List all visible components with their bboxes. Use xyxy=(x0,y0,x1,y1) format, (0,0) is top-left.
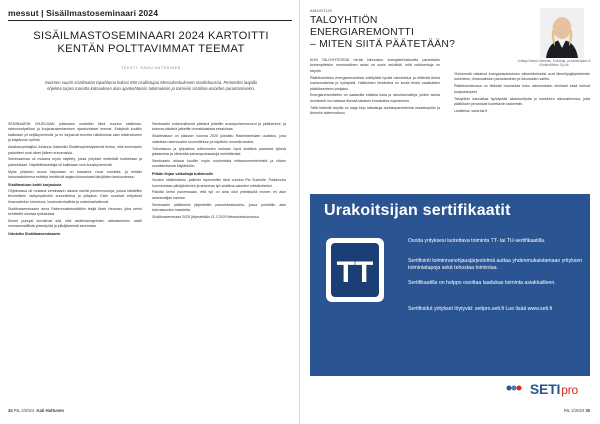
right-column-2 xyxy=(454,72,590,190)
logo-text: TT xyxy=(336,256,374,289)
page-footer xyxy=(564,408,590,413)
ad-line: Sertifioidut yritykset löytyvät: setipro.seti.fi Lue lisää www.seti.fi xyxy=(408,306,553,312)
tt-certificate-logo-icon xyxy=(324,236,386,304)
ad-footer xyxy=(310,376,590,402)
kicker: AMUSTUS xyxy=(310,8,333,13)
body-paragraph: KUN TALOYHTIÖSSÄ herää kiinnostus energiatehokkuutta parantaviin toimenpiteisiin, ensimmäinen askel on usein selvittää, mitä vaihtoehtoja on tarjolla. xyxy=(310,58,440,73)
body-paragraph: Palkittu kertoi puheessaan, että työ on aina ollut yhteistyötä monen eri alan asiantuntijan kanssa. xyxy=(152,190,286,200)
brand-name: SETI xyxy=(529,381,561,397)
body-paragraph: Asiakasopettajiksi Johanna Satamäki Sisäilmayhdistyksestä kertoo, että seminaarin palautteet ovat olleet jälleen erinomaisia. xyxy=(8,145,142,155)
left-column-2 xyxy=(152,122,286,404)
body-paragraph: Tulevaisuus ja työpaikka: tutkimusten mukaan hyvä sisäilma parantaa työssä jaksamista ja vähentää sairauspoissaoloja merkittävästi. xyxy=(152,146,286,157)
ad-line: Osoita yrityksesi luotettava toiminta TT- tai TU-sertifikaatilla. xyxy=(408,238,546,244)
title-line: – MITEN SIITÄ PÄÄTETÄÄN? xyxy=(310,39,456,50)
lead-paragraph: Suomen suurin sisäilmalan tapahtuma kokosi 850 osallistujaa Messukeskukseen maaliskuussa. Perinteiksi laajalla ohjelma tarjosi tuoretta katsauksen alan ajankohtaisiin tutkimuksiin ja toimiviin sisäilma-asioiden parantamiseksi. xyxy=(44,80,258,91)
body-paragraph: Monet puhujat korostivat sitä, että sisäilmaongelmien ratkaiseminen vaatii moniammatillista yhteistyötä ja pitkäjänteistä seurantaa. xyxy=(8,219,142,229)
ad-line: Sertifiointi toiminnanohjausjärjestelmä auttaa yhdenmukaistamaan yrityksen toimintatapoja sekä tehostaa toimintaa. xyxy=(408,258,583,271)
body-paragraph: Vuoden sisäilmateko -palkinto myönnettiin tänä vuonna Pia Sucholle. Palkinnolla huomioidaan pitkäjänteinen ja ansiokas työ sisäilma-asioiden edistämiseksi. xyxy=(152,178,286,188)
body-paragraph: Seminaarin aikana kuultiin myös uusimmista mittausmenetelmistä ja niiden soveltamisesta käytäntöön. xyxy=(152,158,286,169)
title-line: TALOYHTIÖN ENERGIAREMONTTI xyxy=(310,15,415,38)
ad-line: Sertifikaatilla on helppo osoittaa laadukas toiminta asiakkailleen. xyxy=(408,280,556,286)
page-number: 35 xyxy=(585,408,590,413)
article-title xyxy=(310,15,480,51)
header-rule xyxy=(8,20,292,21)
left-column-1 xyxy=(8,122,142,404)
brand-suffix: pro xyxy=(561,383,578,397)
author-name: Kati Huttunen xyxy=(36,408,64,413)
subheading: Pitkän linjan vaikuttaja tutkinnolle xyxy=(152,171,214,176)
page-number: 34 xyxy=(8,408,13,413)
title-line: KENTÄN POLTTAVIMMAT TEEMAT xyxy=(57,43,245,55)
right-column-1 xyxy=(310,58,440,188)
body-paragraph: Myös yritysten osuus tarjontaan on kasvanut vuosi vuodelta, ja heidän innovaatioidensa esittelyt herättivät laajaa kiinnostusta kävijöiden keskuudessa. xyxy=(8,169,142,180)
body-paragraph: Sisäilmaseminaarin anna Rakennustietosäätiön tekijä Matti Hedman, joka kertoi kehitteillä olevista työkaluista. xyxy=(8,206,142,217)
subheading: Odotettu Sisäilmaseminaarin xyxy=(8,231,61,236)
portrait-image xyxy=(540,8,584,58)
body-paragraph: Seminaarissa oli mukana myös näyttely, jossa yritykset esittelivät tuotteitaan ja palveluitaan. Näytteilleasettajia oli kaikkiaan noin kuusikymmentä. xyxy=(8,157,142,167)
body-paragraph: Seminaarin ensimmäisenä päivänä pidettiin avauspuheenvuorot ja pääluennot, ja toisena päivänä jatkettiin rinnakkaisissa sessioissa. xyxy=(152,122,286,132)
magazine-issue: RIL 2/2024 xyxy=(13,408,35,413)
byline: TEKSTI: SAMU ANTERINEN xyxy=(121,66,181,70)
magazine-issue: RIL 2/2024 xyxy=(563,408,585,413)
body-paragraph: Päätöksenteko energiaremontista edellyttää hyvää valmistelua ja riittävää tietoa kustannuksista ja hyödyistä. Hallituksen tehtävänä on koota tiedot osakkaiden päätöksenteon pohjaksi. xyxy=(310,75,440,91)
body-paragraph: Tällä hetkellä tarjolla on laaja kirjo ratkaisuja aurinkopaneeleista maalämpöön ja lämmön talteenottoon. xyxy=(310,105,440,116)
body-paragraph: SEMINAARIN OHJELMAN pääosaan nostettiin tänä vuonna sisäilman, rakennusfysiikan ja korjausrakentamisen ajankohtaiset teemat. Esityksiä kuultiin kaikkiaan yli neljäkymmentä, ja ne tarjosivat tuoreita näkökulmia alan tutkimukseen ja käytännön työhön. xyxy=(8,122,142,143)
section-header: messut | Sisäilmastoseminaari 2024 xyxy=(8,8,159,18)
body-paragraph: Lisätietoa: www.kkl.fi xyxy=(454,108,488,113)
advertisement[interactable] xyxy=(310,194,590,402)
portrait-caption: Johtaja Hanna Vierusku, Kuluttaja- ja Asiakkaiden & Kiinteistöliiton Oy Ab xyxy=(517,59,591,67)
author-portrait xyxy=(540,8,584,58)
ad-title: Urakoitsijan sertifikaatit xyxy=(324,202,511,219)
page-footer xyxy=(8,408,64,413)
body-paragraph: Yleisimmät ratkaisut energiankulutuksen vähentämiseksi ovat lämmitysjärjestelmän uusiminen, ilmanvaihdon parantaminen ja ikkunoiden vaihto. xyxy=(454,72,590,82)
body-paragraph: Sisäilmaluun on pääosin vuonna 2025 julkaistu Rakentamislain uudistus, joka vaikuttaa rakennusten suunnitteluun ja käyttöön monella tavalla. xyxy=(152,134,286,144)
body-paragraph: Ohjelmassa oli mukana seminaarin aikana useita puheenvuoroja, joissa käsiteltiin terveellisen sisäympäristön suunnittelua ja ylläpitoa. Esiin nousivat erityisesti ilmanvaihdon toimivuus, kosteudenhallinta ja materiaalivalinnat. xyxy=(8,188,142,204)
seti-pro-logo xyxy=(530,381,578,397)
subheading: Sisäilmaluun kohti korjauksia xyxy=(8,182,62,187)
right-page xyxy=(300,0,600,424)
body-paragraph: Energiaremontteihin on saatavilla erilaisia tukia ja rahoitusmalleja, joiden avulla investointi voi maksaa itsensä takaisin ennakoitua nopeammin. xyxy=(310,93,440,103)
event-note: Sisäilmaseminaari 2025 järjestetään 11.3.2025 Messukeskuksessa. xyxy=(152,215,260,220)
body-paragraph: Päätöksenteossa on tärkeää huomioida koko rakennuksen elinkaari sekä tulevat korjaustarpeet. xyxy=(454,84,590,94)
body-paragraph: Seminaarin päätteeksi järjestettiin paneelikeskustelu, jossa pohdittiin alan tulevaisuuden haasteita. xyxy=(152,202,286,213)
body-paragraph: Taloyhtiön kannattaa hyödyntää asiantuntijoita jo hankkeen alkuvaiheessa, jotta päätökset perustuvat luotettaviin laskelmiin. xyxy=(454,96,590,107)
seti-dots-icon xyxy=(506,383,522,393)
article-title xyxy=(20,30,282,56)
title-line: SISÄILMASTOSEMINAARI 2024 KARTOITTI xyxy=(33,30,269,42)
